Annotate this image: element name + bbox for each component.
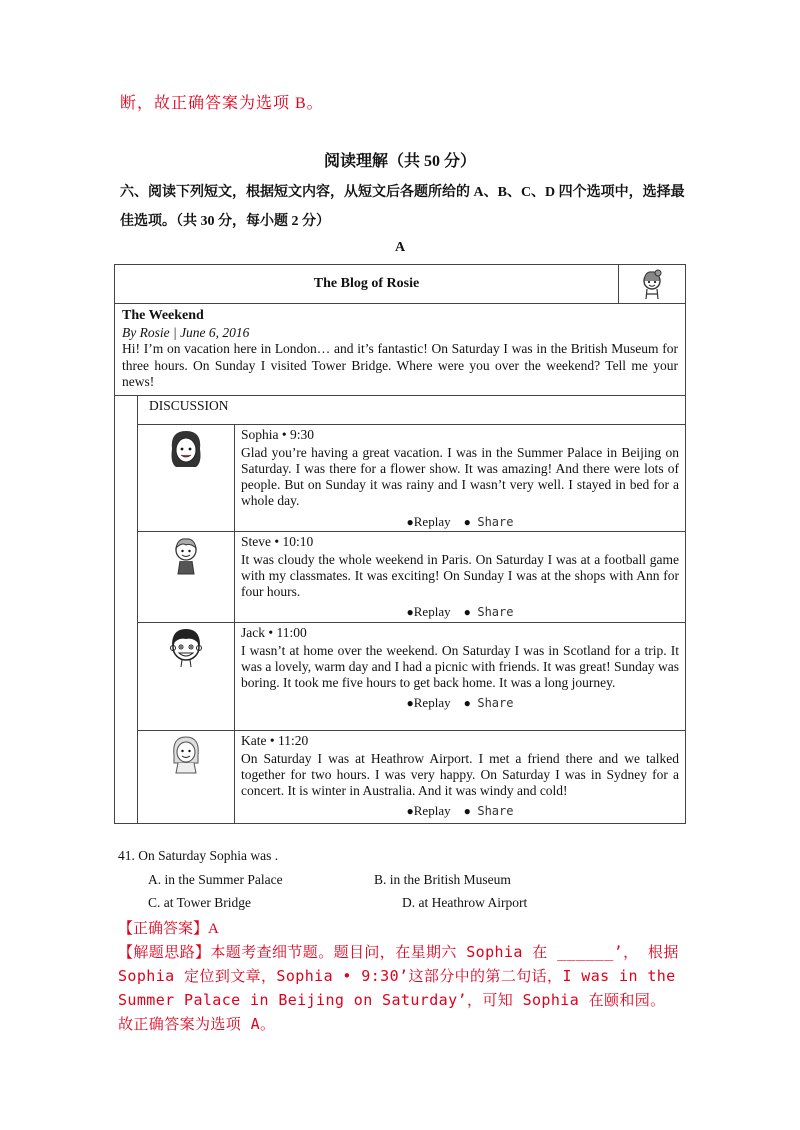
comment-header: Jack • 11:00 [241,624,307,640]
rosie-avatar-icon [619,265,685,303]
share-link[interactable]: ● Share [463,514,514,529]
comment [138,425,685,532]
share-link[interactable]: ● Share [463,696,514,711]
correct-answer: 【正确答案】A [118,921,219,937]
instructions: 六、阅读下列短文，根据短文内容，从短文后各题所给的 A、B、C、D 四个选项中，选择最佳选项。（共 30 分，每小题 2 分） [120,185,685,229]
comment-text: It was cloudy the whole weekend in Paris. On Saturday I was at a football game with my classmates. It was exciting! On Sunday I was at the shops with Ann for four hours. [241,551,679,600]
option-b: B. in the British Museum [374,872,511,887]
blog-post [115,304,685,396]
kate-avatar-icon [138,731,235,823]
bullet-icon: ● [406,696,414,711]
bullet-icon: ● [406,514,414,529]
replay-link[interactable]: ●Replay [406,513,451,529]
sophia-avatar-icon [138,425,235,531]
comment-text: I wasn’t at home over the weekend. On Saturday I was in Scotland for a trip. It was a lovely, warm day and I had a picnic with friends. It was great! Sunday was boring. It took me five hours to get back home. It was a long journey. [241,642,679,691]
bullet-icon: ● [463,514,471,529]
blog-box [114,264,686,824]
bullet-icon: ● [463,605,471,620]
option-d: D. at Heathrow Airport [402,895,528,910]
jack-avatar-icon [138,623,235,730]
steve-avatar-icon [138,532,235,622]
comment-header: Kate • 11:20 [241,732,309,748]
comment-text: On Saturday I was at Heathrow Airport. I met a friend there and we talked together for two hours. I was very happy. On Saturday I was in Sydney for a concert. It is winter in Australia. And it was windy and cold! [241,750,679,799]
comment [138,623,685,731]
blog-header [115,265,685,304]
previous-answer-text: 断，故正确答案为选项 B。 [120,95,324,112]
bullet-icon: ● [406,804,414,819]
option-a: A. in the Summer Palace [148,872,283,887]
comment-header: Steve • 10:10 [241,533,314,549]
comment-header: Sophia • 9:30 [241,426,314,442]
passage-label: A [394,240,406,255]
post-byline: By Rosie | June 6, 2016 [122,324,250,340]
replay-link[interactable]: ●Replay [406,695,451,711]
bullet-icon: ● [463,696,471,711]
discussion-section [115,396,685,823]
comment-text: Glad you’re having a great vacation. I was in the Summer Palace in Beijing on Saturday. I was there for a flower show. It was amazing! And there were lots of people. But on Sunday it was rainy and I wasn’t very well. I stayed in bed for a whole day. [241,444,679,509]
discussion-label: DISCUSSION [138,396,685,425]
question-41: 41. On Saturday Sophia was . [118,848,279,863]
share-link[interactable]: ● Share [463,804,514,819]
post-title: The Weekend [122,308,204,323]
post-text: Hi! I’m on vacation here in London… and it’s fantastic! On Saturday I was in the British Museum for three hours. On Sunday I visited Tower Bridge. Where were you over the weekend? Tell me your news! [122,341,678,389]
bullet-icon: ● [463,804,471,819]
comment [138,731,685,823]
option-c: C. at Tower Bridge [148,895,252,910]
comment [138,532,685,623]
replay-link[interactable]: ●Replay [406,604,451,620]
section-title: 阅读理解（共 50 分） [323,153,476,170]
bullet-icon: ● [406,605,414,620]
share-link[interactable]: ● Share [463,605,514,620]
replay-link[interactable]: ●Replay [406,803,451,819]
answer-analysis: 【解题思路】本题考查细节题。题目问，在星期六 Sophia 在 ______’， 根据 Sophia 定位到文章，Sophia • 9:30’这部分中的第二句话，I was in the Summer Palace in Beijing on Saturday’，可知 Sophia 在颐和园。 故正确答案为选项 A。 [118,943,679,1033]
blog-title: The Blog of Rosie [115,265,619,303]
